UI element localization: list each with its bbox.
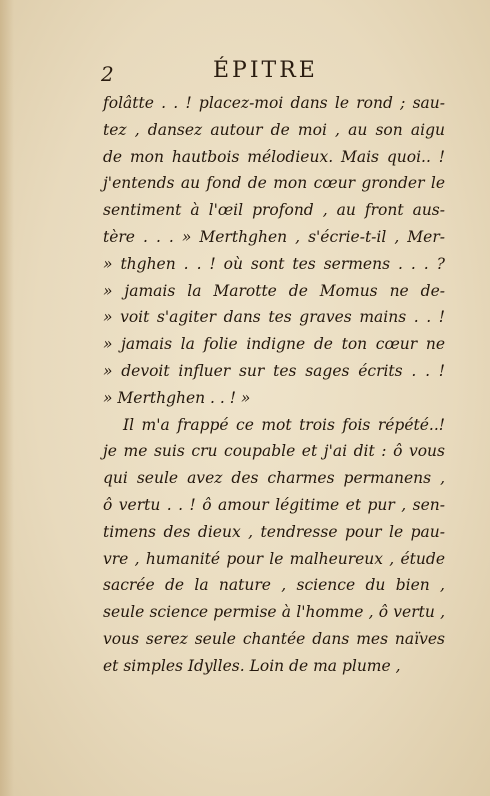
text-line: vous serez seule chantée dans mes naïves bbox=[103, 629, 445, 648]
text-line: sacrée de la nature , science du bien , bbox=[103, 576, 445, 595]
paragraph-start-line: Il m'a frappé ce mot trois fois répété..! bbox=[123, 415, 445, 434]
text-line: tère . . . » Merthghen , s'écrie-t-il , Mer- bbox=[103, 227, 445, 246]
text-line: j'entends au fond de mon cœur gronder le bbox=[103, 174, 445, 193]
page-number: 2 bbox=[101, 62, 114, 86]
text-line: » devoit influer sur tes sages écrits . . ! bbox=[103, 361, 445, 380]
text-line: sentiment à l'œil profond , au front aus- bbox=[103, 201, 445, 220]
text-line: » Merthghen . . ! » bbox=[103, 388, 251, 407]
text-line: vre , humanité pour le malheureux , étude bbox=[103, 549, 445, 568]
text-line: je me suis cru coupable et j'ai dit : ô vous bbox=[103, 442, 445, 461]
text-line: » voit s'agiter dans tes graves mains . . ! bbox=[103, 308, 445, 327]
text-line: timens des dieux , tendresse pour le pau- bbox=[103, 522, 445, 541]
text-line: qui seule avez des charmes permanens , bbox=[103, 469, 445, 488]
text-line: de mon hautbois mélodieux. Mais quoi.. ! bbox=[103, 147, 445, 166]
text-line: tez , dansez autour de moi , au son aigu bbox=[103, 120, 445, 139]
text-line: seule science permise à l'homme , ô vertu , bbox=[103, 603, 445, 622]
body-text bbox=[103, 90, 445, 680]
running-head: ÉPITRE bbox=[213, 58, 318, 83]
text-line: » jamais la Marotte de Momus ne de- bbox=[103, 281, 445, 300]
text-line: ô vertu . . ! ô amour légitime et pur , sen- bbox=[103, 495, 445, 514]
text-line: et simples Idylles. Loin de ma plume , bbox=[103, 656, 401, 675]
text-line: folâtte . . ! placez-moi dans le rond ; sau- bbox=[103, 94, 445, 112]
text-line: » jamais la folie indigne de ton cœur ne bbox=[103, 335, 445, 354]
text-line: » thghen . . ! où sont tes sermens . . . ? bbox=[103, 254, 445, 273]
page-header bbox=[101, 58, 461, 88]
